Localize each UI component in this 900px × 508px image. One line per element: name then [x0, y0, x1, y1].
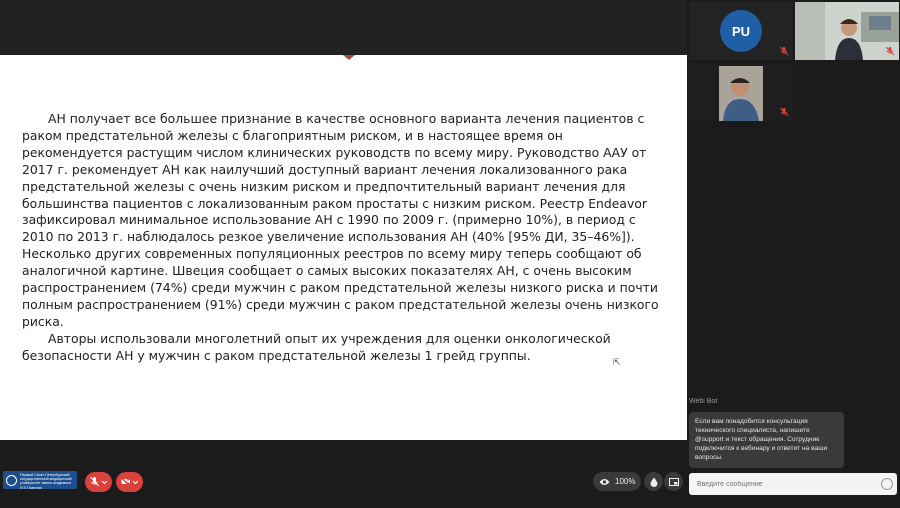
- mic-off-icon: [885, 46, 895, 56]
- camera-toggle-button[interactable]: [116, 472, 143, 492]
- slide: [0, 55, 687, 440]
- camera-feed-2: [689, 63, 793, 121]
- drop-button[interactable]: [644, 472, 663, 491]
- participant-tile-pu[interactable]: [689, 2, 793, 60]
- participant-tile-camera-2[interactable]: [689, 63, 793, 121]
- zoom-control[interactable]: [593, 472, 641, 491]
- chat-message: Если вам понадобится консультация технического специалиста, напишите @support и текст обращения. Сотрудник подключится к вебинару и ответит на ваши вопросы.: [689, 412, 844, 468]
- slide-text: [22, 111, 667, 365]
- mic-off-icon: [89, 476, 109, 488]
- camera-off-icon: [120, 476, 140, 488]
- avatar: PU: [720, 10, 762, 52]
- camera-feed-1: [795, 2, 899, 60]
- screen-icon: [669, 478, 679, 486]
- microphone-toggle-button[interactable]: [85, 472, 112, 492]
- slide-paragraph-2: Авторы использовали многолетний опыт их учреждения для оценки онкологической безопасности АН у мужчин с раком предстательной железы 1 грейд группы.: [22, 330, 611, 363]
- mic-off-icon: [779, 107, 789, 117]
- mic-off-icon: [779, 46, 789, 56]
- emoji-icon[interactable]: [881, 478, 893, 490]
- slide-marker: [343, 55, 355, 60]
- organization-logo: [3, 471, 77, 489]
- chat-message-input[interactable]: [689, 473, 897, 495]
- eye-icon: [599, 478, 610, 486]
- picture-in-picture-button[interactable]: [664, 472, 683, 491]
- slide-paragraph-1: АН получает все большее признание в качестве основного варианта лечения пациентов с раком предстательной железы с благоприятным риском, и в настоящее время он рекомендуется растущим числом клинических руководств по всему миру. Руководство ААУ от 2017 г. рекомендует АН как наилучший доступный вариант лечения локализованного рака предстательной железы с очень низким риском и предпочтительный вариант лечения для большинства пациентов с локализованным раком простаты с низким риском. Реестр Endeavor зафиксировал минимальное использование АН с 1990 по 2009 г. (примерно 10%), в период с 2010 по 2013 г. наблюдалось резкое увеличение использования АН (40% [95% ДИ, 35–46%]). Несколько других современных популяционных реестров по всему миру теперь сообщают об аналогичной картине. Швеция сообщает о самых высоких показателях АН, с очень высоким распространением (74%) среди мужчин с раком предстательной железы низкого риска и почти полным распространением (91%) среди мужчин с раком предстательной железы очень низкого риска.: [22, 111, 659, 329]
- logo-emblem-icon: [6, 475, 17, 486]
- chat-sender-name: Webi Bot: [689, 398, 718, 405]
- drop-icon: [650, 477, 658, 487]
- organization-logo-text: Первый Санкт-Петербургский государственный медицинский университет имени академика И.П.Павлова: [20, 473, 72, 490]
- participant-tile-camera-1[interactable]: [795, 2, 899, 60]
- mouse-cursor-icon: ⇱: [613, 357, 621, 367]
- zoom-level: 100%: [615, 477, 636, 486]
